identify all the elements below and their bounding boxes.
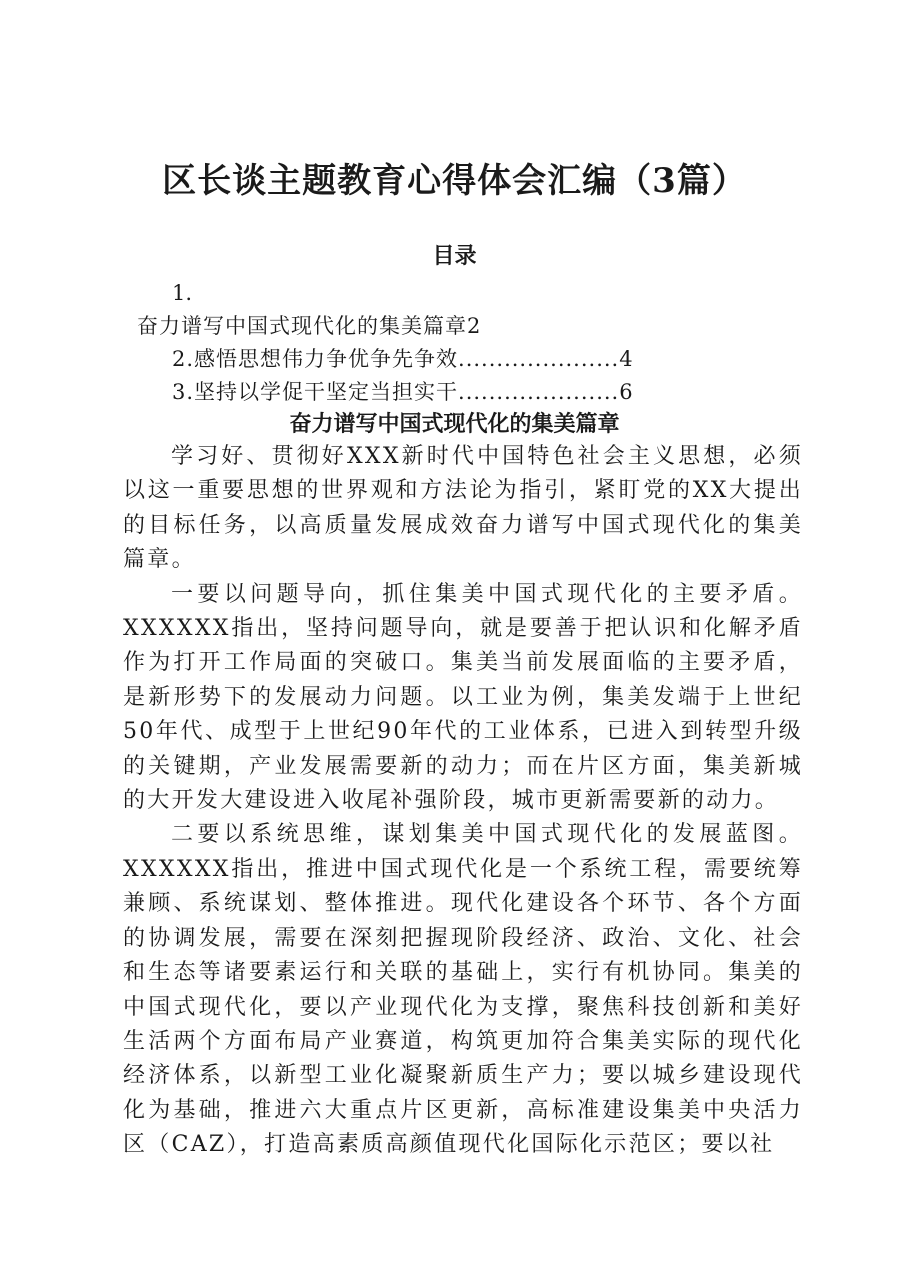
- section-title: 奋力谱写中国式现代化的集美篇章: [289, 411, 620, 437]
- paragraph-3: 二要以系统思维，谋划集美中国式现代化的发展蓝图。XXXXXX指出，推进中国式现代化是一个系统工程，需要统筹兼顾、系统谋划、整体推进。现代化建设各个环节、各个方面的协调发展，需要在深刻把握现阶段经济、政治、文化、社会和生态等诸要素运行和关联的基础上，实行有机协同。集美的中国式现代化，要以产业现代化为支撑，聚焦科技创新和美好生活两个方面布局产业赛道，构筑更加符合集美实际的现代化经济体系，以新型工业化凝聚新质生产力；要以城乡建设现代化为基础，推进六大重点片区更新，高标准建设集美中央活力区（CAZ），打造高素质高颜值现代化国际化示范区；要以社: [123, 822, 803, 1158]
- toc-entry-3: 3.坚持以学促干坚定当担实干.....................6: [172, 380, 634, 404]
- toc-entry-2: 2.感悟思想伟力争优争先争效.....................4: [172, 347, 634, 371]
- toc-entry-1-number: 1.: [172, 281, 193, 305]
- toc-heading: 目录: [432, 243, 477, 269]
- paragraph-1: 学习好、贯彻好XXX新时代中国特色社会主义思想，必须以这一重要思想的世界观和方法论为指引，紧盯党的XX大提出的目标任务，以高质量发展成效奋力谱写中国式现代化的集美篇章。: [123, 444, 803, 573]
- section-body: [123, 440, 803, 1163]
- toc-entry-1: 奋力谱写中国式现代化的集美篇章2: [137, 314, 482, 338]
- paragraph-2: 一要以问题导向，抓住集美中国式现代化的主要矛盾。XXXXXX指出，坚持问题导向，就是要善于把认识和化解矛盾作为打开工作局面的突破口。集美当前发展面临的主要矛盾，是新形势下的发展动力问题。以工业为例，集美发端于上世纪50年代、成型于上世纪90年代的工业体系，已进入到转型升级的关键期，产业发展需要新的动力；而在片区方面，集美新城的大开发大建设进入收尾补强阶段，城市更新需要新的动力。: [123, 581, 803, 814]
- document-title: 区长谈主题教育心得体会汇编（3篇）: [162, 161, 747, 201]
